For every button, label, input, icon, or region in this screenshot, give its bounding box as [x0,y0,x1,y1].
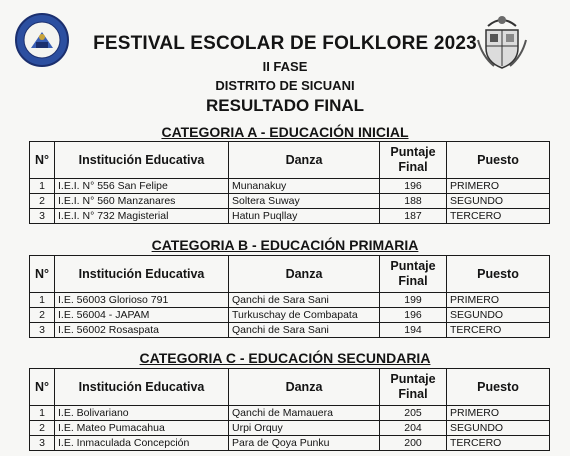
column-header-institution: Institución Educativa [55,256,229,293]
cell-place: SEGUNDO [447,194,550,209]
results-table-category-b [29,255,550,338]
category-c-heading: CATEGORIA C - EDUCACIÓN SECUNDARIA [139,350,431,366]
cell-score: 194 [380,323,447,338]
cell-dance: Qanchi de Sara Sani [229,323,380,338]
cell-place: PRIMERO [447,406,550,421]
table-row [30,436,550,451]
cell-institution: I.E. Inmaculada Concepción [55,436,229,451]
cell-num: 2 [30,194,55,209]
column-header-place: Puesto [447,369,550,406]
table-header-row [30,142,550,179]
column-header-num: N° [30,142,55,179]
cell-score: 205 [380,406,447,421]
table-header-row [30,369,550,406]
table-row [30,209,550,224]
cell-place: TERCERO [447,436,550,451]
column-header-dance: Danza [229,256,380,293]
cell-institution: I.E.I. N° 556 San Felipe [55,179,229,194]
cell-score: 196 [380,308,447,323]
cell-num: 3 [30,436,55,451]
cell-place: TERCERO [447,209,550,224]
cell-dance: Qanchi de Sara Sani [229,293,380,308]
column-header-dance: Danza [229,369,380,406]
cell-institution: I.E.I. N° 732 Magisterial [55,209,229,224]
cell-place: SEGUNDO [447,421,550,436]
column-header-place: Puesto [447,256,550,293]
cell-dance: Urpi Orquy [229,421,380,436]
cell-num: 2 [30,421,55,436]
table-row [30,293,550,308]
cell-score: 196 [380,179,447,194]
table-row [30,421,550,436]
category-b-heading: CATEGORIA B - EDUCACIÓN PRIMARIA [151,237,419,253]
column-header-score: Puntaje Final [380,142,447,179]
cell-score: 204 [380,421,447,436]
cell-institution: I.E. Bolivariano [55,406,229,421]
phase-label: II FASE [262,59,308,74]
category-a-heading: CATEGORIA A - EDUCACIÓN INICIAL [161,124,409,140]
district-label: DISTRITO DE SICUANI [215,78,355,93]
column-header-institution: Institución Educativa [55,369,229,406]
column-header-place: Puesto [447,142,550,179]
cell-place: PRIMERO [447,179,550,194]
cell-score: 188 [380,194,447,209]
column-header-num: N° [30,256,55,293]
column-header-score: Puntaje Final [380,369,447,406]
cell-num: 1 [30,179,55,194]
table-row [30,323,550,338]
cell-institution: I.E. 56002 Rosaspata [55,323,229,338]
cell-institution: I.E. 56004 - JAPAM [55,308,229,323]
table-row [30,179,550,194]
table-row [30,308,550,323]
cell-place: TERCERO [447,323,550,338]
cell-num: 1 [30,293,55,308]
column-header-institution: Institución Educativa [55,142,229,179]
table-row [30,194,550,209]
column-header-score: Puntaje Final [380,256,447,293]
cell-score: 187 [380,209,447,224]
cell-num: 1 [30,406,55,421]
cell-num: 3 [30,209,55,224]
column-header-num: N° [30,369,55,406]
table-header-row [30,256,550,293]
cell-institution: I.E.I. N° 560 Manzanares [55,194,229,209]
cell-place: SEGUNDO [447,308,550,323]
cell-dance: Hatun Puqllay [229,209,380,224]
results-table-category-c [29,368,550,451]
cell-dance: Para de Qoya Punku [229,436,380,451]
column-header-dance: Danza [229,142,380,179]
result-heading: RESULTADO FINAL [205,96,365,115]
cell-dance: Turkuschay de Combapata [229,308,380,323]
cell-place: PRIMERO [447,293,550,308]
cell-dance: Munanakuy [229,179,380,194]
cell-dance: Soltera Suway [229,194,380,209]
cell-score: 200 [380,436,447,451]
cell-institution: I.E. 56003 Glorioso 791 [55,293,229,308]
document-title: FESTIVAL ESCOLAR DE FOLKLORE 2023 [93,33,477,54]
cell-institution: I.E. Mateo Pumacahua [55,421,229,436]
results-table-category-a [29,141,550,224]
cell-score: 199 [380,293,447,308]
cell-dance: Qanchi de Mamauera [229,406,380,421]
cell-num: 3 [30,323,55,338]
table-row [30,406,550,421]
cell-num: 2 [30,308,55,323]
